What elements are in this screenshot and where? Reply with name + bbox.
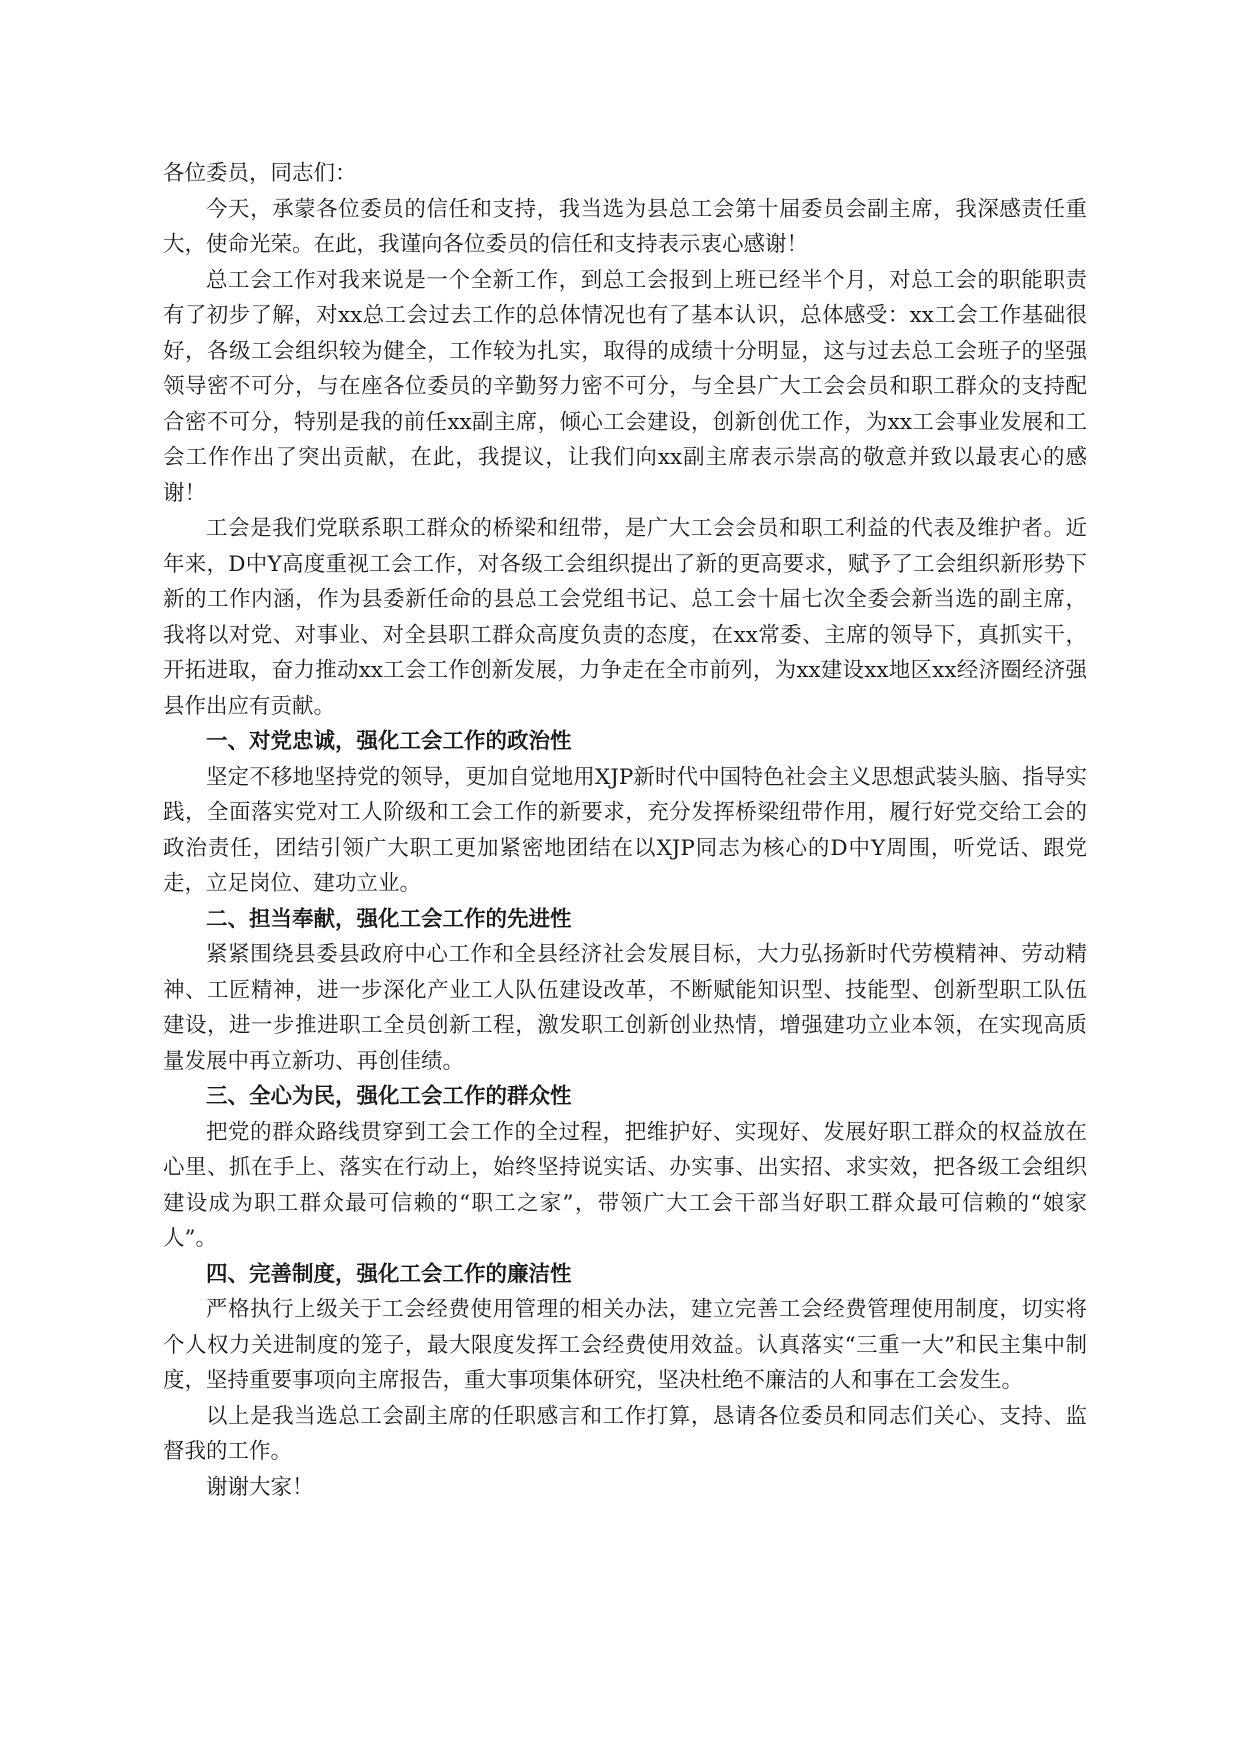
section-body-integrity: 严格执行上级关于工会经费使用管理的相关办法，建立完善工会经费管理使用制度，切实将个人权力关进制度的笼子，最大限度发挥工会经费使用效益。认真落实“三重一大”和民主集中制度，坚持重要事项向主席报告，重大事项集体研究，坚决杜绝不廉洁的人和事在工会发生。	[163, 1297, 1087, 1393]
document-page	[163, 156, 1087, 1505]
section-body-advanced: 紧紧围绕县委县政府中心工作和全县经济社会发展目标，大力弘扬新时代劳模精神、劳动精神、工匠精神，进一步深化产业工人队伍建设改革，不断赋能知识型、技能型、创新型职工队伍建设，进一步推进职工全员创新工程，激发职工创新创业热情，增强建功立业本领，在实现高质量发展中再立新功、再创佳绩。	[163, 942, 1087, 1074]
paragraph-commitment: 工会是我们党联系职工群众的桥梁和纽带，是广大工会会员和职工利益的代表及维护者。近年来，D中Y高度重视工会工作，对各级工会组织提出了新的更高要求，赋予了工会组织新形势下新的工作内涵，作为县委新任命的县总工会党组书记、总工会十届七次全委会新当选的副主席，我将以对党、对事业、对全县职工群众高度负责的态度，在xx常委、主席的领导下，真抓实干，开拓进取，奋力推动xx工会工作创新发展，力争走在全市前列，为xx建设xx地区xx经济圈经济强县作出应有贡献。	[163, 516, 1087, 719]
section-heading-political: 一、对党忠诚，强化工会工作的政治性	[206, 729, 572, 754]
section-body-mass: 把党的群众路线贯穿到工会工作的全过程，把维护好、实现好、发展好职工群众的权益放在心里、抓在手上、落实在行动上，始终坚持说实话、办实事、出实招、求实效，把各级工会组织建设成为职工群众最可信赖的“职工之家”，带领广大工会干部当好职工群众最可信赖的“娘家人”。	[163, 1119, 1087, 1251]
closing-paragraph: 以上是我当选总工会副主席的任职感言和工作打算，恳请各位委员和同志们关心、支持、监督我的工作。	[163, 1403, 1087, 1464]
thanks-line: 谢谢大家！	[206, 1474, 314, 1500]
paragraph-predecessor-thanks: 总工会工作对我来说是一个全新工作，到总工会报到上班已经半个月，对总工会的职能职责有了初步了解，对xx总工会过去工作的总体情况也有了基本认识，总体感受：xx工会工作基础很好，各级工会组织较为健全，工作较为扎实，取得的成绩十分明显，这与过去总工会班子的坚强领导密不可分，与在座各位委员的辛勤努力密不可分，与全县广大工会会员和职工群众的支持配合密不可分，特别是我的前任xx副主席，倾心工会建设，创新创优工作，为xx工会事业发展和工会工作作出了突出贡献，在此，我提议，让我们向xx副主席表示崇高的敬意并致以最衷心的感谢！	[163, 267, 1087, 506]
salutation: 各位委员，同志们：	[163, 161, 357, 186]
section-heading-mass: 三、全心为民，强化工会工作的群众性	[206, 1084, 572, 1109]
section-heading-advanced: 二、担当奉献，强化工会工作的先进性	[206, 906, 572, 932]
paragraph-acceptance: 今天，承蒙各位委员的信任和支持，我当选为县总工会第十届委员会副主席，我深感责任重大，使命光荣。在此，我谨向各位委员的信任和支持表示衷心感谢！	[163, 196, 1087, 257]
section-body-political: 坚定不移地坚持党的领导，更加自觉地用XJP新时代中国特色社会主义思想武装头脑、指导实践，全面落实党对工人阶级和工会工作的新要求，充分发挥桥梁纽带作用，履行好党交给工会的政治责任，团结引领广大职工更加紧密地团结在以XJP同志为核心的D中Y周围，听党话、跟党走，立足岗位、建功立业。	[163, 764, 1087, 896]
section-heading-integrity: 四、完善制度，强化工会工作的廉洁性	[206, 1261, 572, 1287]
